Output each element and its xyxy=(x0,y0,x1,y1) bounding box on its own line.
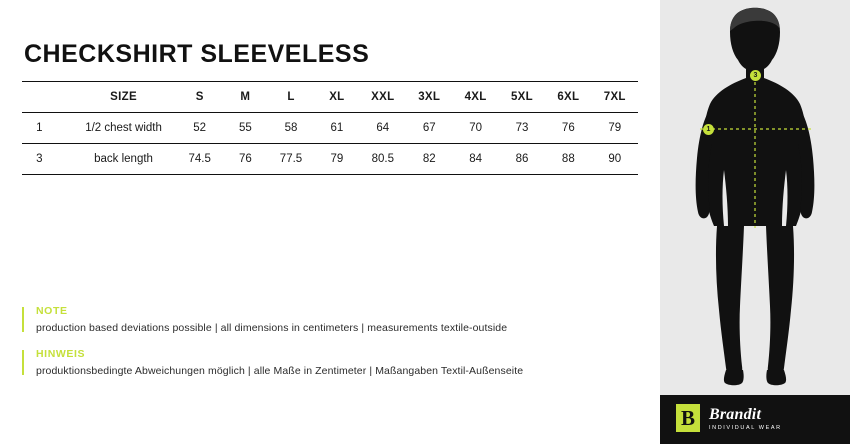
note-heading: NOTE xyxy=(36,305,68,317)
cell-back-xxl: 80.5 xyxy=(360,144,407,175)
column-header-size: SIZE xyxy=(57,82,177,113)
cell-back-xl: 79 xyxy=(314,144,359,175)
note-english xyxy=(22,305,622,334)
row-index: 3 xyxy=(22,144,57,175)
brand-text xyxy=(709,406,782,431)
size-table xyxy=(22,81,638,175)
figure-panel xyxy=(660,0,850,395)
cell-chest-5xl: 73 xyxy=(499,113,545,144)
column-header-m: M xyxy=(223,82,268,113)
cell-back-m: 76 xyxy=(223,144,268,175)
mannequin-figure xyxy=(660,0,850,395)
footer xyxy=(0,395,850,444)
cell-chest-l: 58 xyxy=(268,113,314,144)
column-header-3xl: 3XL xyxy=(406,82,452,113)
table-row xyxy=(22,113,638,144)
table-header-row xyxy=(22,82,638,113)
brand-logo xyxy=(676,404,782,432)
cell-chest-7xl: 79 xyxy=(592,113,639,144)
measurement-marker-1: 1 xyxy=(703,124,714,135)
row-label: back length xyxy=(57,144,177,175)
measurement-marker-3: 3 xyxy=(750,70,761,81)
cell-chest-s: 52 xyxy=(176,113,222,144)
cell-chest-6xl: 76 xyxy=(545,113,591,144)
cell-chest-xl: 61 xyxy=(314,113,359,144)
cell-chest-m: 55 xyxy=(223,113,268,144)
cell-back-7xl: 90 xyxy=(592,144,639,175)
table-header xyxy=(22,82,638,113)
row-index: 1 xyxy=(22,113,57,144)
column-header-xxl: XXL xyxy=(360,82,407,113)
cell-back-s: 74.5 xyxy=(176,144,222,175)
column-header-index xyxy=(22,82,57,113)
column-header-6xl: 6XL xyxy=(545,82,591,113)
column-header-l: L xyxy=(268,82,314,113)
cell-back-3xl: 82 xyxy=(406,144,452,175)
table-row xyxy=(22,144,638,175)
notes-section xyxy=(22,305,622,391)
column-header-s: S xyxy=(176,82,222,113)
table-body xyxy=(22,113,638,175)
brand-name: Brandit xyxy=(709,405,762,423)
cell-chest-xxl: 64 xyxy=(360,113,407,144)
cell-back-6xl: 88 xyxy=(545,144,591,175)
column-header-xl: XL xyxy=(314,82,359,113)
cell-chest-4xl: 70 xyxy=(452,113,498,144)
cell-chest-3xl: 67 xyxy=(406,113,452,144)
cell-back-4xl: 84 xyxy=(452,144,498,175)
cell-back-l: 77.5 xyxy=(268,144,314,175)
column-header-4xl: 4XL xyxy=(452,82,498,113)
brand-tagline: INDIVIDUAL WEAR xyxy=(709,424,782,431)
column-header-5xl: 5XL xyxy=(499,82,545,113)
note-heading: HINWEIS xyxy=(36,348,86,360)
note-german xyxy=(22,348,622,377)
body-silhouette-icon xyxy=(660,0,850,395)
row-label: 1/2 chest width xyxy=(57,113,177,144)
note-text: produktionsbedingte Abweichungen möglich | alle Maße in Zentimeter | Maßangaben Textil-Außenseite xyxy=(36,365,524,377)
brand-mark-icon: B xyxy=(676,404,700,432)
column-header-7xl: 7XL xyxy=(592,82,639,113)
footer-brand-bar xyxy=(660,395,850,444)
note-text: production based deviations possible | all dimensions in centimeters | measurements textile-outside xyxy=(36,322,508,334)
cell-back-5xl: 86 xyxy=(499,144,545,175)
page-title: CHECKSHIRT SLEEVELESS xyxy=(24,40,370,68)
